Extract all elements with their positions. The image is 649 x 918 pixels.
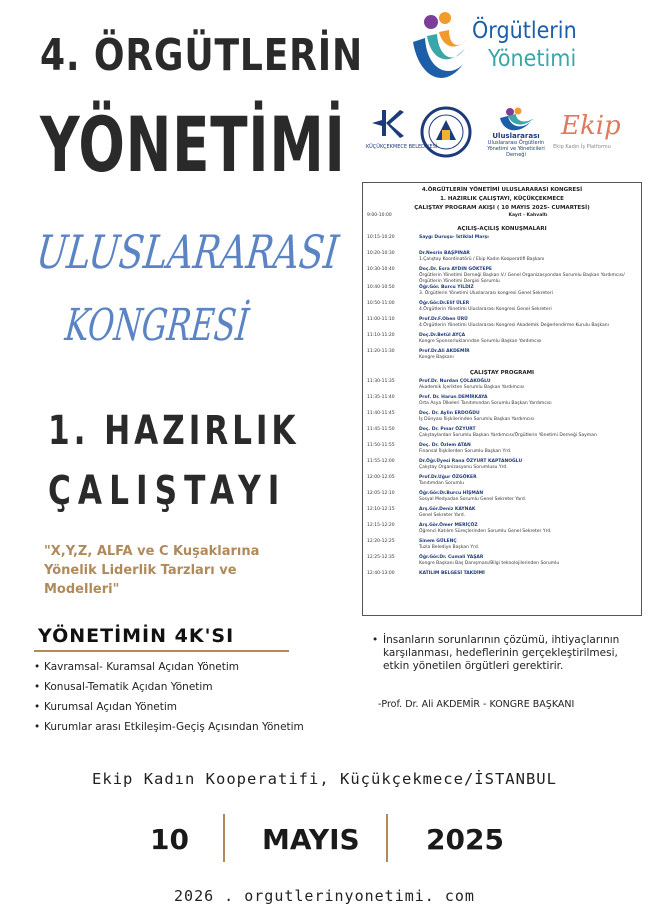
program-entry [419, 555, 637, 571]
program-entry [419, 475, 637, 491]
program-row [367, 411, 637, 427]
program-time: 10:50-11:00 [367, 301, 395, 306]
program-entry [419, 349, 637, 365]
program-time: 11:30-11:35 [367, 379, 395, 384]
program-role: Çalıştay Organizasyonu Sorumlusu Yrd. [419, 465, 508, 470]
venue: Ekip Kadın Kooperatifi, Küçükçekmece/İSTANBUL [92, 770, 557, 788]
title-line-4: KONGRESİ [62, 300, 252, 351]
program-speaker: Saygı Duruşu- İstiklal Marşı [419, 235, 489, 240]
program-row [367, 317, 637, 333]
logo-text-line-1: Örgütlerin [472, 18, 577, 44]
program-row [367, 301, 637, 317]
title-line-6: ÇALIŞTAYI [48, 468, 287, 514]
program-entry [419, 333, 637, 349]
date-separator [223, 814, 225, 862]
program-speaker: Arş.Gör.Deniz KAYNAK [419, 507, 476, 512]
program-speaker: Öğr.Gör.Dr.Elif ÜLER [419, 301, 470, 306]
program-entry [419, 523, 637, 539]
program-time: 11:50-11:55 [367, 443, 395, 448]
program-role: Kongre Sponsorluklarından Sorumlu Başkan Yardımcısı [419, 339, 542, 344]
program-time: 11:55-12:00 [367, 459, 395, 464]
program-time: 12:40-13:00 [367, 571, 395, 576]
program-entry [419, 459, 637, 475]
program-speaker: Doç.Dr.Betül AYÇA [419, 333, 466, 338]
program-role: 3. Örgütlerin Yönetimi Uluslararası kongresi Genel Sekreteri [419, 291, 553, 296]
people-small-icon [486, 106, 546, 132]
program-speaker: Doç. Dr. Pınar ÖZYURT [419, 427, 476, 432]
program-role: Çalıştaylardan Sorumlu Başkan Yardımcısı/Örgütlerin Yönetimi Derneği Sayman [419, 433, 597, 438]
program-speaker: Doç. Dr. Aylin ERDOĞDU [419, 411, 480, 416]
program-section-2: ÇALIŞTAY PROGRAMI [469, 370, 535, 376]
program-role: 1.Çalıştay Koordinatörü / Ekip Kadın Kooperatifi Başkanı [419, 257, 545, 262]
program-role: Tuzla Belediye Başkan Yrd. [419, 545, 480, 550]
program-role: Kongre Başkanı Baş Danışmanı/Bilgi teknolojilerinden Sorumlu [419, 561, 560, 566]
program-time: 11:35-11:40 [367, 395, 395, 400]
title-line-2: YÖNETİMİ [40, 100, 346, 189]
program-role: Akademik İçerikten Sorumlu Başkan Yardımcısı [419, 385, 525, 390]
program-speaker: Prof. Dr. Harun DEMİRKAYA [419, 395, 488, 400]
program-header-3: ÇALIŞTAY PROGRAM AKIŞI ( 10 MAYIS 2025- CUMARTESİ) [414, 205, 590, 211]
program-section-1: AÇILIŞ-AÇILIŞ KONUŞMALARI [457, 226, 547, 232]
quote-author: -Prof. Dr. Ali AKDEMİR - KONGRE BAŞKANI [378, 699, 575, 710]
program-time: 12:00-12:05 [367, 475, 395, 480]
date-month: MAYIS [262, 823, 360, 856]
program-row [367, 475, 637, 491]
program-time: 12:25-12:35 [367, 555, 395, 560]
four-k-item: • Kurumlar arası Etkileşim-Geçiş Açısından Yönetim [44, 721, 304, 733]
program-row [367, 285, 637, 301]
program-row [367, 507, 637, 523]
program-speaker: Prof.Dr.F.Oben ÜRÜ [419, 317, 468, 322]
program-time: 10:30-10:40 [367, 267, 395, 272]
program-time: 12:15-12:20 [367, 523, 395, 528]
program-row [367, 491, 637, 507]
program-time: 11:40-11:45 [367, 411, 395, 416]
four-k-item: • Konusal-Tematik Açıdan Yönetim [44, 681, 213, 693]
program-table [362, 182, 642, 616]
program-role: Örgütlerin Yönetimi Derneği Başkan V./ Genel Organizasyondan Sorumlu Başkan Yardımcısı/Örgütlerin Yönetimi Dergisi Sorumlu [419, 273, 625, 284]
program-header-1: 4.ÖRGÜTLERİN YÖNETİMİ ULUSLARARASI KONGRESİ [421, 187, 583, 193]
program-speaker: Prof.Dr.Ali AKDEMİR [419, 349, 470, 354]
people-logo-icon [405, 8, 475, 94]
program-time: 12:05-12:10 [367, 491, 395, 496]
program-entry [419, 251, 637, 267]
subtitle: "X,Y,Z, ALFA ve C Kuşaklarına Yönelik Liderlik Tarzları ve Modelleri" [44, 544, 260, 597]
program-role: Kongre Başkanı [419, 355, 454, 360]
title-line-5: 1. HAZIRLIK [48, 408, 300, 454]
quote-text: • İnsanların sorunlarının çözümü, ihtiyaçlarının karşılanması, hedeflerinin gerçekleştirilmesi, etkin yönetilen örgütleri gerektirir. [383, 634, 623, 673]
program-row [367, 267, 637, 285]
program-role: 4.Örgütlerin Yönetimi Uluslararası Kongresi Genel Sekreteri [419, 307, 552, 312]
program-header-2: 1. HAZIRLIK ÇALIŞTAYI, KÜÇÜKÇEKMECE [440, 196, 564, 202]
four-k-title: YÖNETİMİN 4K'SI [38, 625, 235, 647]
program-role: Tanıtımdan Sorumlu [419, 481, 464, 486]
program-time: 12:10-12:15 [367, 507, 395, 512]
program-row [367, 349, 637, 365]
program-entry [419, 507, 637, 523]
program-speaker: Prof.Dr.Uğur ÖZGÖKER [419, 475, 477, 480]
program-time: 12:20-12:25 [367, 539, 395, 544]
program-speaker: Doç.Dr. Esra AYDIN GÖKTEPE [419, 267, 492, 272]
svg-text:Ekip: Ekip [561, 111, 621, 141]
program-role: İş Dünyası İlişkilerinden Sorumlu Başkan Yardımcısı [419, 417, 535, 422]
uluslararasi-dernek-logo: Uluslararası Uluslararası Örgütlerin Yönetimi ve Yöneticileri Derneği [486, 106, 546, 158]
program-time: 10:15-10:20 [367, 235, 395, 240]
program-entry [419, 213, 637, 221]
dernek-caption: Uluslararası Örgütlerin Yönetimi ve Yöneticileri Derneği [487, 140, 545, 158]
program-entry [419, 411, 637, 427]
program-speaker: Arş.Gör.Ömer MERİÇÖZ [419, 523, 478, 528]
program-role: Orta Asya Ülkeleri Tanıtımından Sorumlu Başkan Yardımcısı [419, 401, 552, 406]
program-role: 4.Örgütlerin Yönetimi Uluslararası Kongresi Akademik Değerlendirme Kurulu Başkanı [419, 323, 609, 328]
program-speaker: Sinem GÜLENÇ [419, 539, 457, 544]
program-entry [419, 301, 637, 317]
program-row [367, 395, 637, 411]
program-entry [419, 443, 637, 459]
program-role: Finansal İlişkilerden Sorumlu Başkan Yrd. [419, 449, 512, 454]
title-line-1: 4. ÖRGÜTLERİN [40, 30, 364, 81]
program-entry [419, 379, 637, 395]
program-time: 11:10-11:20 [367, 333, 395, 338]
program-entry [419, 317, 637, 333]
program-time: 11:20-11:30 [367, 349, 395, 354]
date-year: 2025 [426, 823, 504, 856]
program-row [367, 213, 637, 221]
program-time: 10:20-10:30 [367, 251, 395, 256]
program-row [367, 571, 637, 587]
program-speaker: Dr.Nesrin BAŞPINAR [419, 251, 470, 256]
program-time: 9:00-10:00 [367, 213, 392, 218]
program-row [367, 427, 637, 443]
program-entry [419, 285, 637, 301]
ekip-caption: Ekip Kadın İş Platformu [553, 144, 611, 150]
kucukcekmece-logo [366, 106, 438, 158]
program-role: Öğrenci Katılım Süreçlerinden Sorumlu Genel Sekreter Yrd. [419, 529, 552, 534]
program-row [367, 235, 637, 251]
program-speaker: Kayıt - Kahvaltı [508, 213, 548, 218]
program-time: 10:40-10:50 [367, 285, 395, 290]
program-entry [419, 395, 637, 411]
program-time: 11:45-11:50 [367, 427, 395, 432]
program-entry [419, 427, 637, 443]
program-row [367, 555, 637, 571]
ekip-logo [553, 106, 621, 158]
program-entry [419, 571, 637, 587]
program-row [367, 459, 637, 475]
program-role: Sosyal Medyadan Sorumlu Genel Sekreter Yard. [419, 497, 527, 502]
program-speaker: Öğr.Gör.Dr. Cumali YAŞAR [419, 555, 484, 560]
program-row [367, 333, 637, 349]
logo-text-line-2: Yönetimi [488, 46, 577, 72]
program-speaker: Doç. Dr. Özlem ATAN [419, 443, 471, 448]
program-entry [419, 539, 637, 555]
program-role: Genel Sekreter Yard. [419, 513, 466, 518]
program-speaker: KATILIM BELGESİ TAKDİMİ [419, 571, 485, 576]
program-row [367, 523, 637, 539]
program-speaker: Prof.Dr. Nurdan ÇOLAKOĞLU [419, 379, 491, 384]
star-k-icon [366, 106, 412, 142]
four-k-item: • Kavramsal- Kuramsal Açıdan Yönetim [44, 661, 239, 673]
program-time: 11:00-11:10 [367, 317, 395, 322]
footer-website: 2026 . orgutlerinyonetimi. com [174, 887, 475, 905]
date-separator [386, 814, 388, 862]
university-seal-icon [420, 106, 472, 158]
program-speaker: Öğr.Gör. Burcu YILDIZ [419, 285, 474, 290]
program-entry [419, 267, 637, 285]
date-day: 10 [150, 823, 189, 856]
program-entry [419, 235, 637, 251]
program-speaker: Dr.Öğr.Üyesi Rana ÖZYURT KAPTANOĞLU [419, 459, 523, 464]
four-k-divider [34, 650, 289, 652]
four-k-item: • Kurumsal Açıdan Yönetim [44, 701, 177, 713]
program-row [367, 251, 637, 267]
program-row [367, 539, 637, 555]
program-speaker: Öğr.Gör.Dr.Burcu HİŞMAN [419, 491, 484, 496]
program-entry [419, 491, 637, 507]
kucukcekmece-caption: KÜÇÜKÇEKMECE BELEDİYESİ [366, 144, 438, 150]
ekip-wordmark-icon [557, 106, 621, 141]
title-line-3: ULUSLARARASI [34, 225, 342, 279]
program-row [367, 379, 637, 395]
arel-university-logo [420, 106, 472, 158]
program-row [367, 443, 637, 459]
